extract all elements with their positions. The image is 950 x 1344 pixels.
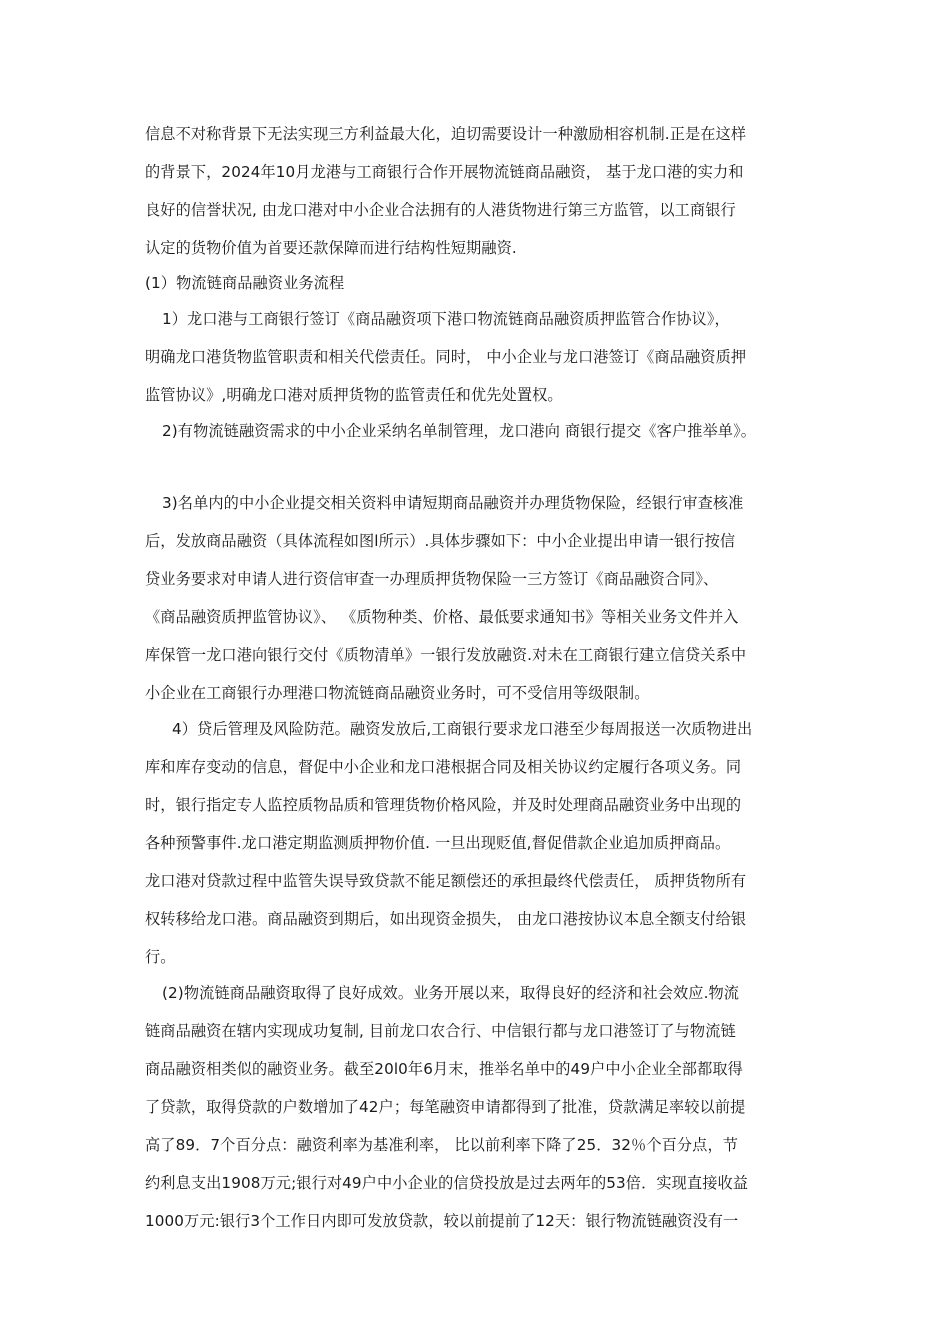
text-line: 行。 <box>145 948 176 966</box>
text-line: 小企业在工商银行办理港口物流链商品融资业务时，可不受信用等级限制。 <box>145 684 650 702</box>
text-line: 库和库存变动的信息，督促中小企业和龙口港根据合同及相关协议约定履行各项义务。同 <box>145 758 742 776</box>
text-line: 库保管一龙口港向银行交付《质物清单》一银行发放融资.对未在工商银行建立信贷关系中 <box>145 646 747 664</box>
text-line: 商品融资相类似的融资业务。截至20l0年6月末，推举名单中的49户中小企业全部都取得 <box>145 1060 743 1078</box>
text-line: 《商品融资质押监管协议》、 《质物种类、价格、最低要求通知书》等相关业务文件并入 <box>145 608 739 626</box>
text-line: 权转移给龙口港。商品融资到期后，如出现资金损失， 由龙口港按协议本息全额支付给银 <box>145 910 747 928</box>
text-line: 监管协议》,明确龙口港对质押货物的监管责任和优先处置权。 <box>145 386 563 404</box>
text-line: 各种预警事件.龙口港定期监测质押物价值. 一旦出现贬值,督促借款企业追加质押商品。 <box>145 834 731 852</box>
text-line: 1000万元:银行3个工作日内即可发放贷款，较以前提前了12天：银行物流链融资没有一 <box>145 1212 739 1230</box>
text-line: 明确龙口港货物监管职责和相关代偿责任。同时， 中小企业与龙口港签订《商品融资质押 <box>145 348 747 366</box>
text-line: 4）贷后管理及风险防范。融资发放后,工商银行要求龙口港至少每周报送一次质物进出 <box>172 720 753 738</box>
text-line: 链商品融资在辖内实现成功复制, 目前龙口农合行、中信银行都与龙口港签订了与物流链 <box>145 1022 736 1040</box>
text-line: 3)名单内的中小企业提交相关资料申请短期商品融资并办理货物保险，经银行审查核准 <box>162 494 744 512</box>
text-line: 约利息支出1908万元;银行对49户中小企业的信贷投放是过去两年的53倍．实现直接收益 <box>145 1174 749 1192</box>
text-line: 后，发放商品融资（具体流程如图l所示）.具体步骤如下：中小企业提出申请一银行按信 <box>145 532 736 550</box>
text-line: 时，银行指定专人监控质物品质和管理货物价格风险，并及时处理商品融资业务中出现的 <box>145 796 742 814</box>
text-line: 1）龙口港与工商银行签订《商品融资项下港口物流链商品融资质押监管合作协议》， <box>162 310 730 328</box>
text-line: 了贷款，取得贷款的户数增加了42户；每笔融资申请都得到了批准，贷款满足率较以前提 <box>145 1098 746 1116</box>
text-line: 贷业务要求对申请人进行资信审查一办理质押货物保险一三方签订《商品融资合同》、 <box>145 570 719 588</box>
text-line: 认定的货物价值为首要还款保障而进行结构性短期融资. <box>145 239 517 257</box>
text-line: 信息不对称背景下无法实现三方利益最大化，迫切需要设计一种激励相容机制.正是在这样 <box>145 125 747 143</box>
text-line: 的背景下，2024年10月龙港与工商银行合作开展物流链商品融资， 基于龙口港的实力和 <box>145 163 744 181</box>
text-line: 高了89．7个百分点：融资利率为基准利率， 比以前利率下降了25．32％个百分点，节 <box>145 1136 739 1154</box>
text-line: (2)物流链商品融资取得了良好成效。业务开展以来，取得良好的经济和社会效应.物流 <box>162 984 740 1002</box>
text-line: 龙口港对贷款过程中监管失误导致贷款不能足额偿还的承担最终代偿责任， 质押货物所有 <box>145 872 747 890</box>
section-heading: (1）物流链商品融资业务流程 <box>145 274 345 292</box>
text-line: 良好的信誉状况, 由龙口港对中小企业合法拥有的人港货物进行第三方监管，以工商银行 <box>145 201 736 219</box>
text-line: 2)有物流链融资需求的中小企业采纳名单制管理，龙口港向 商银行提交《客户推举单》。 <box>162 422 757 440</box>
